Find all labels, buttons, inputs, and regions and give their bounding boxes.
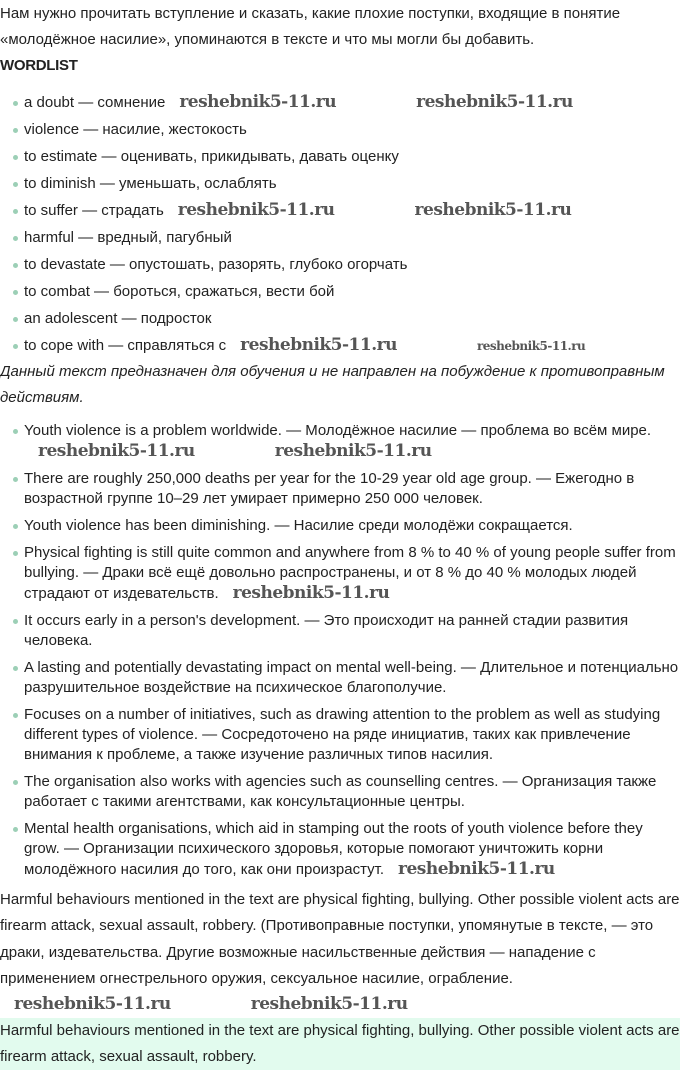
watermark: reshebnik5-11.ru: [38, 441, 195, 461]
sentence-entry: There are roughly 250,000 deaths per year for the 10-29 year old age group. — Ежегодно в возрастной группе 10–29 лет умирает примерно 250 000 человек.: [24, 470, 635, 507]
sentence-list: [0, 421, 680, 880]
sentence-entry: Focuses on a number of initiatives, such as drawing attention to the problem as well as studying different types of violence. — Сосредоточено на ряде инициатив, таких как привлечение внимания к проблеме, а также изучение различных типов насилия.: [24, 706, 661, 763]
watermark: reshebnik5-11.ru: [274, 441, 432, 461]
bullet-icon: [13, 209, 18, 214]
list-item: [0, 116, 680, 143]
word-entry: to diminish — уменьшать, ослаблять: [24, 175, 277, 192]
answer-paragraph: [0, 887, 680, 1018]
watermark: reshebnik5-11.ru: [179, 92, 337, 112]
list-item: [0, 705, 680, 765]
list-item: [0, 197, 680, 224]
sentence-entry: It occurs early in a person's development. — Это происходит на ранней стадии развития человека.: [24, 612, 629, 649]
list-item: [0, 772, 680, 812]
sentence-entry: A lasting and potentially devastating impact on mental well-being. — Длительное и потенциально разрушительное воздействие на психическое благополучие.: [24, 659, 679, 696]
bullet-icon: [13, 429, 18, 434]
list-item: [0, 170, 680, 197]
word-entry: to cope with — справляться с: [24, 337, 227, 354]
word-entry: harmful — вредный, пагубный: [24, 229, 232, 246]
watermark: reshebnik5-11.ru: [414, 200, 572, 220]
watermark: reshebnik5-11.ru: [232, 583, 390, 603]
bullet-icon: [13, 780, 18, 785]
bullet-icon: [13, 666, 18, 671]
bullet-icon: [13, 619, 18, 624]
sentence-entry: Mental health organisations, which aid in stamping out the roots of youth violence before they grow. — Организации психического здоровья, которые помогают уничтожить корни молодёжного насилия до того, как они произрастут.: [24, 820, 643, 878]
word-entry: to estimate — оценивать, прикидывать, давать оценку: [24, 148, 399, 165]
task-intro: Нам нужно прочитать вступление и сказать, какие плохие поступки, входящие в понятие «молодёжное насилие», упоминаются в тексте и что мы могли бы добавить.: [0, 5, 621, 48]
list-item: [0, 658, 680, 698]
wordlist: [0, 89, 680, 359]
watermark: reshebnik5-11.ru: [240, 335, 397, 355]
word-entry: to combat — бороться, сражаться, вести бой: [24, 283, 335, 300]
sentence-entry: The organisation also works with agencies such as counselling centres. — Организация также работает с такими агентствами, как консультационные центры.: [24, 773, 657, 810]
bullet-icon: [13, 182, 18, 187]
list-item: [0, 278, 680, 305]
list-item: [0, 251, 680, 278]
bullet-icon: [13, 827, 18, 832]
bullet-icon: [13, 344, 18, 349]
watermark: reshebnik5-11.ru: [476, 339, 586, 353]
list-item: [0, 143, 680, 170]
disclaimer-note: Данный текст предназначен для обучения и не направлен на побуждение к противоправным действиям.: [0, 363, 665, 406]
watermark: reshebnik5-11.ru: [416, 92, 573, 112]
word-entry: to suffer — страдать: [24, 202, 164, 219]
bullet-icon: [13, 290, 18, 295]
watermark: reshebnik5-11.ru: [177, 200, 335, 220]
list-item: [0, 421, 680, 462]
list-item: [0, 332, 680, 359]
word-entry: violence — насилие, жестокость: [24, 121, 247, 138]
bullet-icon: [13, 236, 18, 241]
list-item: [0, 89, 680, 116]
bullet-icon: [13, 128, 18, 133]
sentence-entry: Youth violence is a problem worldwide. — Молодёжное насилие — проблема во всём мире.: [24, 422, 652, 439]
list-item: [0, 469, 680, 509]
list-item: [0, 305, 680, 332]
bullet-icon: [13, 477, 18, 482]
sentence-entry: Physical fighting is still quite common and anywhere from 8 % to 40 % of young people suffer from bullying. — Драки всё ещё довольно распространены, и от 8 % до 40 % молодых людей страдают от издевательств.: [24, 544, 676, 602]
watermark: reshebnik5-11.ru: [14, 994, 171, 1015]
watermark: reshebnik5-11.ru: [250, 994, 408, 1015]
list-item: [0, 819, 680, 880]
word-entry: a doubt — сомнение: [24, 94, 166, 111]
list-item: [0, 543, 680, 604]
list-item: [0, 611, 680, 651]
bullet-icon: [13, 263, 18, 268]
bullet-icon: [13, 155, 18, 160]
bullet-icon: [13, 551, 18, 556]
list-item: [0, 516, 680, 536]
list-item: [0, 224, 680, 251]
bullet-icon: [13, 524, 18, 529]
sentence-entry: Youth violence has been diminishing. — Насилие среди молодёжи сокращается.: [24, 517, 573, 534]
bullet-icon: [13, 713, 18, 718]
bullet-icon: [13, 101, 18, 106]
word-entry: to devastate — опустошать, разорять, глубоко огорчать: [24, 256, 408, 273]
answer-text: Harmful behaviours mentioned in the text are physical fighting, bullying. Other possible violent acts are firearm attack, sexual assault, robbery. (Противоправные поступки, упомянутые в тексте, — это драки, издевательства. Другие возможные насильственные действия — нападение с применением огнестрельного оружия, сексуальное насилие, ограбление.: [0, 891, 680, 987]
word-entry: an adolescent — подросток: [24, 310, 212, 327]
wordlist-heading: WORDLIST: [0, 57, 78, 74]
answer-highlight: Harmful behaviours mentioned in the text are physical fighting, bullying. Other possible violent acts are firearm attack, sexual assault, robbery.: [0, 1018, 680, 1070]
watermark: reshebnik5-11.ru: [398, 859, 555, 879]
bullet-icon: [13, 317, 18, 322]
